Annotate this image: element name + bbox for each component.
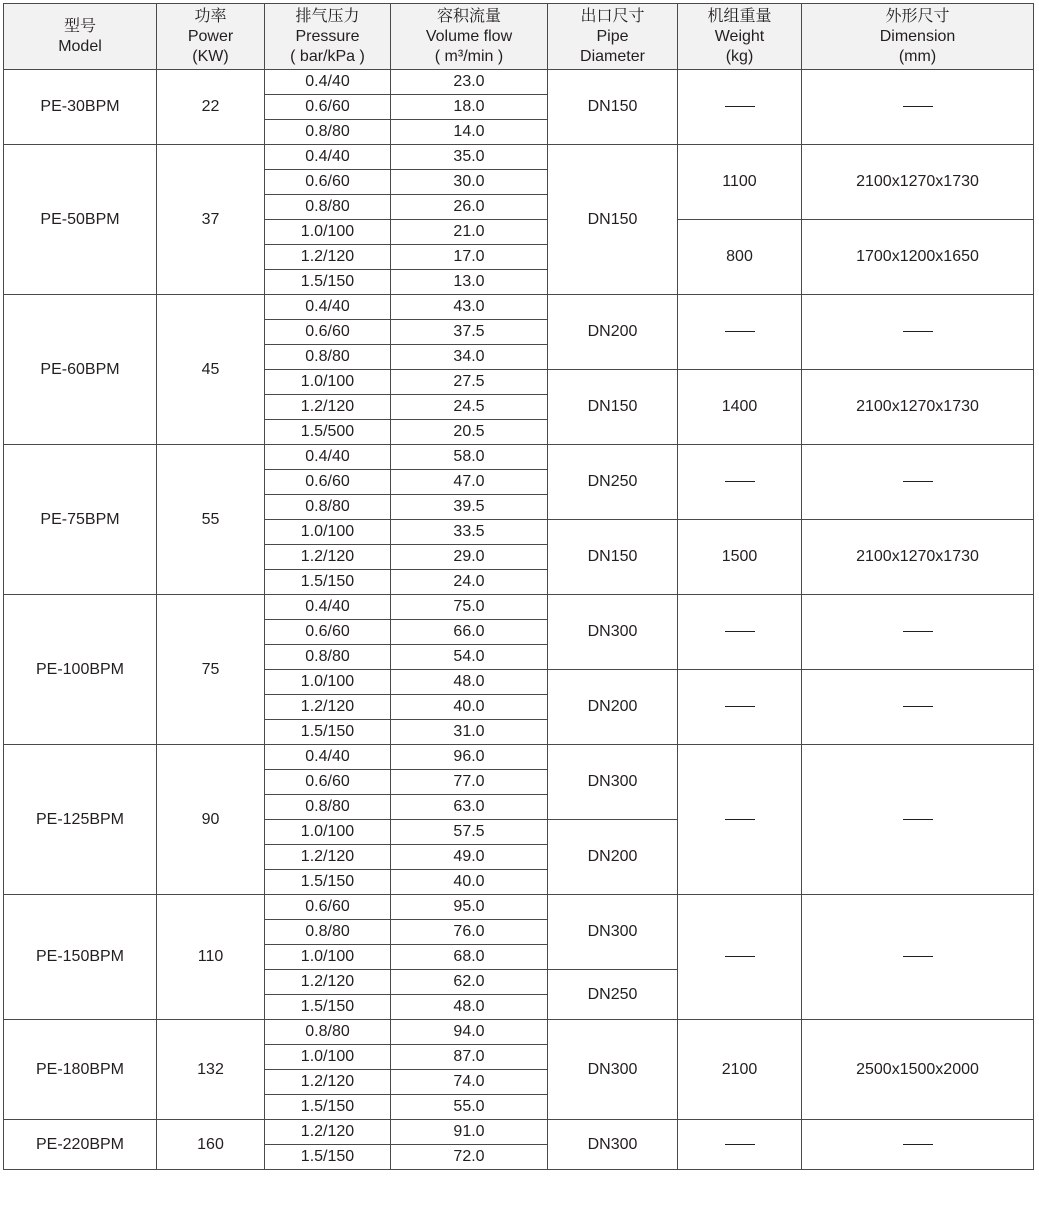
table-row — [4, 595, 1034, 620]
pressure-cell: 0.4/40 — [265, 745, 391, 770]
table-row — [4, 295, 1034, 320]
pressure-cell: 1.2/120 — [265, 545, 391, 570]
flow-cell: 55.0 — [391, 1095, 548, 1120]
flow-cell: 27.5 — [391, 370, 548, 395]
dash-mark — [725, 331, 755, 332]
spec-table — [3, 3, 1034, 1170]
pressure-cell: 0.8/80 — [265, 195, 391, 220]
dimension-cell — [802, 895, 1034, 1020]
pressure-cell: 1.5/150 — [265, 870, 391, 895]
weight-cell — [678, 670, 802, 745]
flow-cell: 47.0 — [391, 470, 548, 495]
flow-cell: 49.0 — [391, 845, 548, 870]
header-power — [157, 4, 265, 70]
flow-cell: 35.0 — [391, 145, 548, 170]
flow-cell: 94.0 — [391, 1020, 548, 1045]
pipe-cell: DN300 — [548, 1120, 678, 1170]
weight-cell: 1400 — [678, 370, 802, 445]
pressure-cell: 1.5/150 — [265, 270, 391, 295]
model-cell: PE-75BPM — [4, 445, 157, 595]
flow-cell: 34.0 — [391, 345, 548, 370]
pipe-cell: DN200 — [548, 295, 678, 370]
dimension-cell: 2100x1270x1730 — [802, 520, 1034, 595]
power-cell: 75 — [157, 595, 265, 745]
pressure-cell: 0.8/80 — [265, 345, 391, 370]
model-cell: PE-50BPM — [4, 145, 157, 295]
dash-mark — [725, 819, 755, 820]
flow-cell: 33.5 — [391, 520, 548, 545]
pressure-cell: 1.0/100 — [265, 1045, 391, 1070]
pressure-cell: 1.2/120 — [265, 695, 391, 720]
dimension-cell — [802, 70, 1034, 145]
flow-cell: 43.0 — [391, 295, 548, 320]
flow-cell: 29.0 — [391, 545, 548, 570]
flow-cell: 14.0 — [391, 120, 548, 145]
weight-cell — [678, 70, 802, 145]
flow-cell: 26.0 — [391, 195, 548, 220]
flow-cell: 24.0 — [391, 570, 548, 595]
header-weight-cn: 机组重量 — [707, 7, 772, 25]
flow-cell: 54.0 — [391, 645, 548, 670]
header-flow — [391, 4, 548, 70]
pressure-cell: 1.2/120 — [265, 245, 391, 270]
pipe-cell: DN300 — [548, 595, 678, 670]
flow-cell: 87.0 — [391, 1045, 548, 1070]
dash-mark — [725, 956, 755, 957]
pipe-cell: DN150 — [548, 370, 678, 445]
pressure-cell: 1.5/150 — [265, 1095, 391, 1120]
power-cell: 55 — [157, 445, 265, 595]
pressure-cell: 1.2/120 — [265, 970, 391, 995]
model-cell: PE-60BPM — [4, 295, 157, 445]
flow-cell: 40.0 — [391, 695, 548, 720]
header-flow-en: Volume flow — [425, 27, 513, 45]
header-dimension — [802, 4, 1034, 70]
weight-cell: 1100 — [678, 145, 802, 220]
pressure-cell: 1.0/100 — [265, 670, 391, 695]
pressure-cell: 0.6/60 — [265, 320, 391, 345]
power-cell: 45 — [157, 295, 265, 445]
flow-cell: 48.0 — [391, 670, 548, 695]
pressure-cell: 1.2/120 — [265, 1120, 391, 1145]
pressure-cell: 1.5/150 — [265, 995, 391, 1020]
pressure-cell: 0.6/60 — [265, 770, 391, 795]
pipe-cell: DN250 — [548, 445, 678, 520]
pressure-cell: 0.8/80 — [265, 645, 391, 670]
header-dimension-cn: 外形尺寸 — [885, 7, 950, 25]
weight-cell: 800 — [678, 220, 802, 295]
header-power-en: Power — [187, 27, 234, 45]
dimension-cell: 2500x1500x2000 — [802, 1020, 1034, 1120]
header-pipe-en: Pipe — [596, 27, 629, 45]
dimension-cell: 2100x1270x1730 — [802, 145, 1034, 220]
header-weight-unit: (kg) — [725, 47, 754, 65]
header-pressure — [265, 4, 391, 70]
table-header — [4, 4, 1034, 70]
flow-cell: 75.0 — [391, 595, 548, 620]
flow-cell: 20.5 — [391, 420, 548, 445]
header-row — [4, 4, 1034, 70]
flow-cell: 74.0 — [391, 1070, 548, 1095]
flow-cell: 76.0 — [391, 920, 548, 945]
pressure-cell: 0.8/80 — [265, 795, 391, 820]
weight-cell — [678, 595, 802, 670]
flow-cell: 39.5 — [391, 495, 548, 520]
table-row — [4, 895, 1034, 920]
weight-cell: 2100 — [678, 1020, 802, 1120]
table-row — [4, 145, 1034, 170]
weight-cell — [678, 445, 802, 520]
dimension-cell — [802, 745, 1034, 895]
weight-cell — [678, 295, 802, 370]
pipe-cell: DN250 — [548, 970, 678, 1020]
dash-mark — [725, 631, 755, 632]
flow-cell: 24.5 — [391, 395, 548, 420]
dimension-cell — [802, 445, 1034, 520]
weight-cell: 1500 — [678, 520, 802, 595]
flow-cell: 95.0 — [391, 895, 548, 920]
model-cell: PE-150BPM — [4, 895, 157, 1020]
power-cell: 132 — [157, 1020, 265, 1120]
flow-cell: 21.0 — [391, 220, 548, 245]
flow-cell: 40.0 — [391, 870, 548, 895]
pressure-cell: 1.5/500 — [265, 420, 391, 445]
power-cell: 160 — [157, 1120, 265, 1170]
pipe-cell: DN300 — [548, 745, 678, 820]
flow-cell: 18.0 — [391, 95, 548, 120]
model-cell: PE-100BPM — [4, 595, 157, 745]
dimension-cell: 1700x1200x1650 — [802, 220, 1034, 295]
flow-cell: 62.0 — [391, 970, 548, 995]
pressure-cell: 0.8/80 — [265, 1020, 391, 1045]
pressure-cell: 1.0/100 — [265, 520, 391, 545]
header-power-unit: (KW) — [192, 47, 229, 65]
pressure-cell: 0.4/40 — [265, 70, 391, 95]
model-cell: PE-125BPM — [4, 745, 157, 895]
pressure-cell: 1.5/150 — [265, 720, 391, 745]
header-pipe — [548, 4, 678, 70]
dash-mark — [903, 819, 933, 820]
pipe-cell: DN200 — [548, 670, 678, 745]
pressure-cell: 0.8/80 — [265, 495, 391, 520]
flow-cell: 23.0 — [391, 70, 548, 95]
header-pressure-cn: 排气压力 — [295, 7, 360, 25]
dash-mark — [903, 331, 933, 332]
header-pressure-unit: ( bar/kPa ) — [290, 47, 365, 65]
flow-cell: 96.0 — [391, 745, 548, 770]
pressure-cell: 0.4/40 — [265, 295, 391, 320]
flow-cell: 72.0 — [391, 1145, 548, 1170]
table-row — [4, 445, 1034, 470]
pressure-cell: 0.6/60 — [265, 895, 391, 920]
header-model — [4, 4, 157, 70]
weight-cell — [678, 895, 802, 1020]
weight-cell — [678, 1120, 802, 1170]
pipe-cell: DN150 — [548, 520, 678, 595]
dash-mark — [903, 481, 933, 482]
header-weight — [678, 4, 802, 70]
header-model-cn: 型号 — [63, 17, 96, 35]
power-cell: 22 — [157, 70, 265, 145]
header-flow-cn: 容积流量 — [436, 7, 501, 25]
pressure-cell: 1.0/100 — [265, 370, 391, 395]
header-dimension-en: Dimension — [879, 27, 956, 45]
dash-mark — [903, 956, 933, 957]
flow-cell: 57.5 — [391, 820, 548, 845]
flow-cell: 48.0 — [391, 995, 548, 1020]
power-cell: 37 — [157, 145, 265, 295]
pressure-cell: 0.8/80 — [265, 920, 391, 945]
flow-cell: 77.0 — [391, 770, 548, 795]
flow-cell: 68.0 — [391, 945, 548, 970]
dash-mark — [725, 706, 755, 707]
pressure-cell: 1.5/150 — [265, 1145, 391, 1170]
table-row — [4, 1020, 1034, 1045]
pressure-cell: 0.6/60 — [265, 620, 391, 645]
dash-mark — [903, 631, 933, 632]
model-cell: PE-220BPM — [4, 1120, 157, 1170]
dash-mark — [903, 1144, 933, 1145]
dash-mark — [903, 106, 933, 107]
header-pipe-cn: 出口尺寸 — [580, 7, 645, 25]
pressure-cell: 0.6/60 — [265, 95, 391, 120]
header-pressure-en: Pressure — [295, 27, 360, 45]
flow-cell: 91.0 — [391, 1120, 548, 1145]
dash-mark — [725, 481, 755, 482]
header-model-en: Model — [58, 37, 102, 55]
model-cell: PE-180BPM — [4, 1020, 157, 1120]
dash-mark — [903, 706, 933, 707]
pipe-cell: DN150 — [548, 70, 678, 145]
pressure-cell: 1.2/120 — [265, 1070, 391, 1095]
dimension-cell — [802, 1120, 1034, 1170]
power-cell: 110 — [157, 895, 265, 1020]
dimension-cell: 2100x1270x1730 — [802, 370, 1034, 445]
pressure-cell: 0.6/60 — [265, 170, 391, 195]
weight-cell — [678, 745, 802, 895]
pressure-cell: 1.0/100 — [265, 220, 391, 245]
pressure-cell: 1.0/100 — [265, 945, 391, 970]
table-row — [4, 70, 1034, 95]
pressure-cell: 1.5/150 — [265, 570, 391, 595]
pipe-cell: DN300 — [548, 895, 678, 970]
pressure-cell: 0.4/40 — [265, 445, 391, 470]
power-cell: 90 — [157, 745, 265, 895]
table-body — [4, 70, 1034, 1170]
pressure-cell: 1.2/120 — [265, 845, 391, 870]
flow-cell: 58.0 — [391, 445, 548, 470]
pipe-cell: DN300 — [548, 1020, 678, 1120]
header-weight-en: Weight — [714, 27, 765, 45]
pipe-cell: DN150 — [548, 145, 678, 295]
dimension-cell — [802, 295, 1034, 370]
flow-cell: 63.0 — [391, 795, 548, 820]
pressure-cell: 0.4/40 — [265, 145, 391, 170]
pressure-cell: 1.0/100 — [265, 820, 391, 845]
flow-cell: 37.5 — [391, 320, 548, 345]
pressure-cell: 1.2/120 — [265, 395, 391, 420]
dash-mark — [725, 1144, 755, 1145]
pressure-cell: 0.6/60 — [265, 470, 391, 495]
header-pipe-unit: Diameter — [580, 47, 645, 65]
pipe-cell: DN200 — [548, 820, 678, 895]
pressure-cell: 0.8/80 — [265, 120, 391, 145]
flow-cell: 30.0 — [391, 170, 548, 195]
header-flow-unit: ( m³/min ) — [434, 47, 504, 65]
flow-cell: 31.0 — [391, 720, 548, 745]
dash-mark — [725, 106, 755, 107]
flow-cell: 13.0 — [391, 270, 548, 295]
header-dimension-unit: (mm) — [898, 47, 937, 65]
flow-cell: 17.0 — [391, 245, 548, 270]
table-row — [4, 745, 1034, 770]
table-row — [4, 1120, 1034, 1145]
dimension-cell — [802, 595, 1034, 670]
dimension-cell — [802, 670, 1034, 745]
model-cell: PE-30BPM — [4, 70, 157, 145]
pressure-cell: 0.4/40 — [265, 595, 391, 620]
header-power-cn: 功率 — [194, 7, 227, 25]
flow-cell: 66.0 — [391, 620, 548, 645]
